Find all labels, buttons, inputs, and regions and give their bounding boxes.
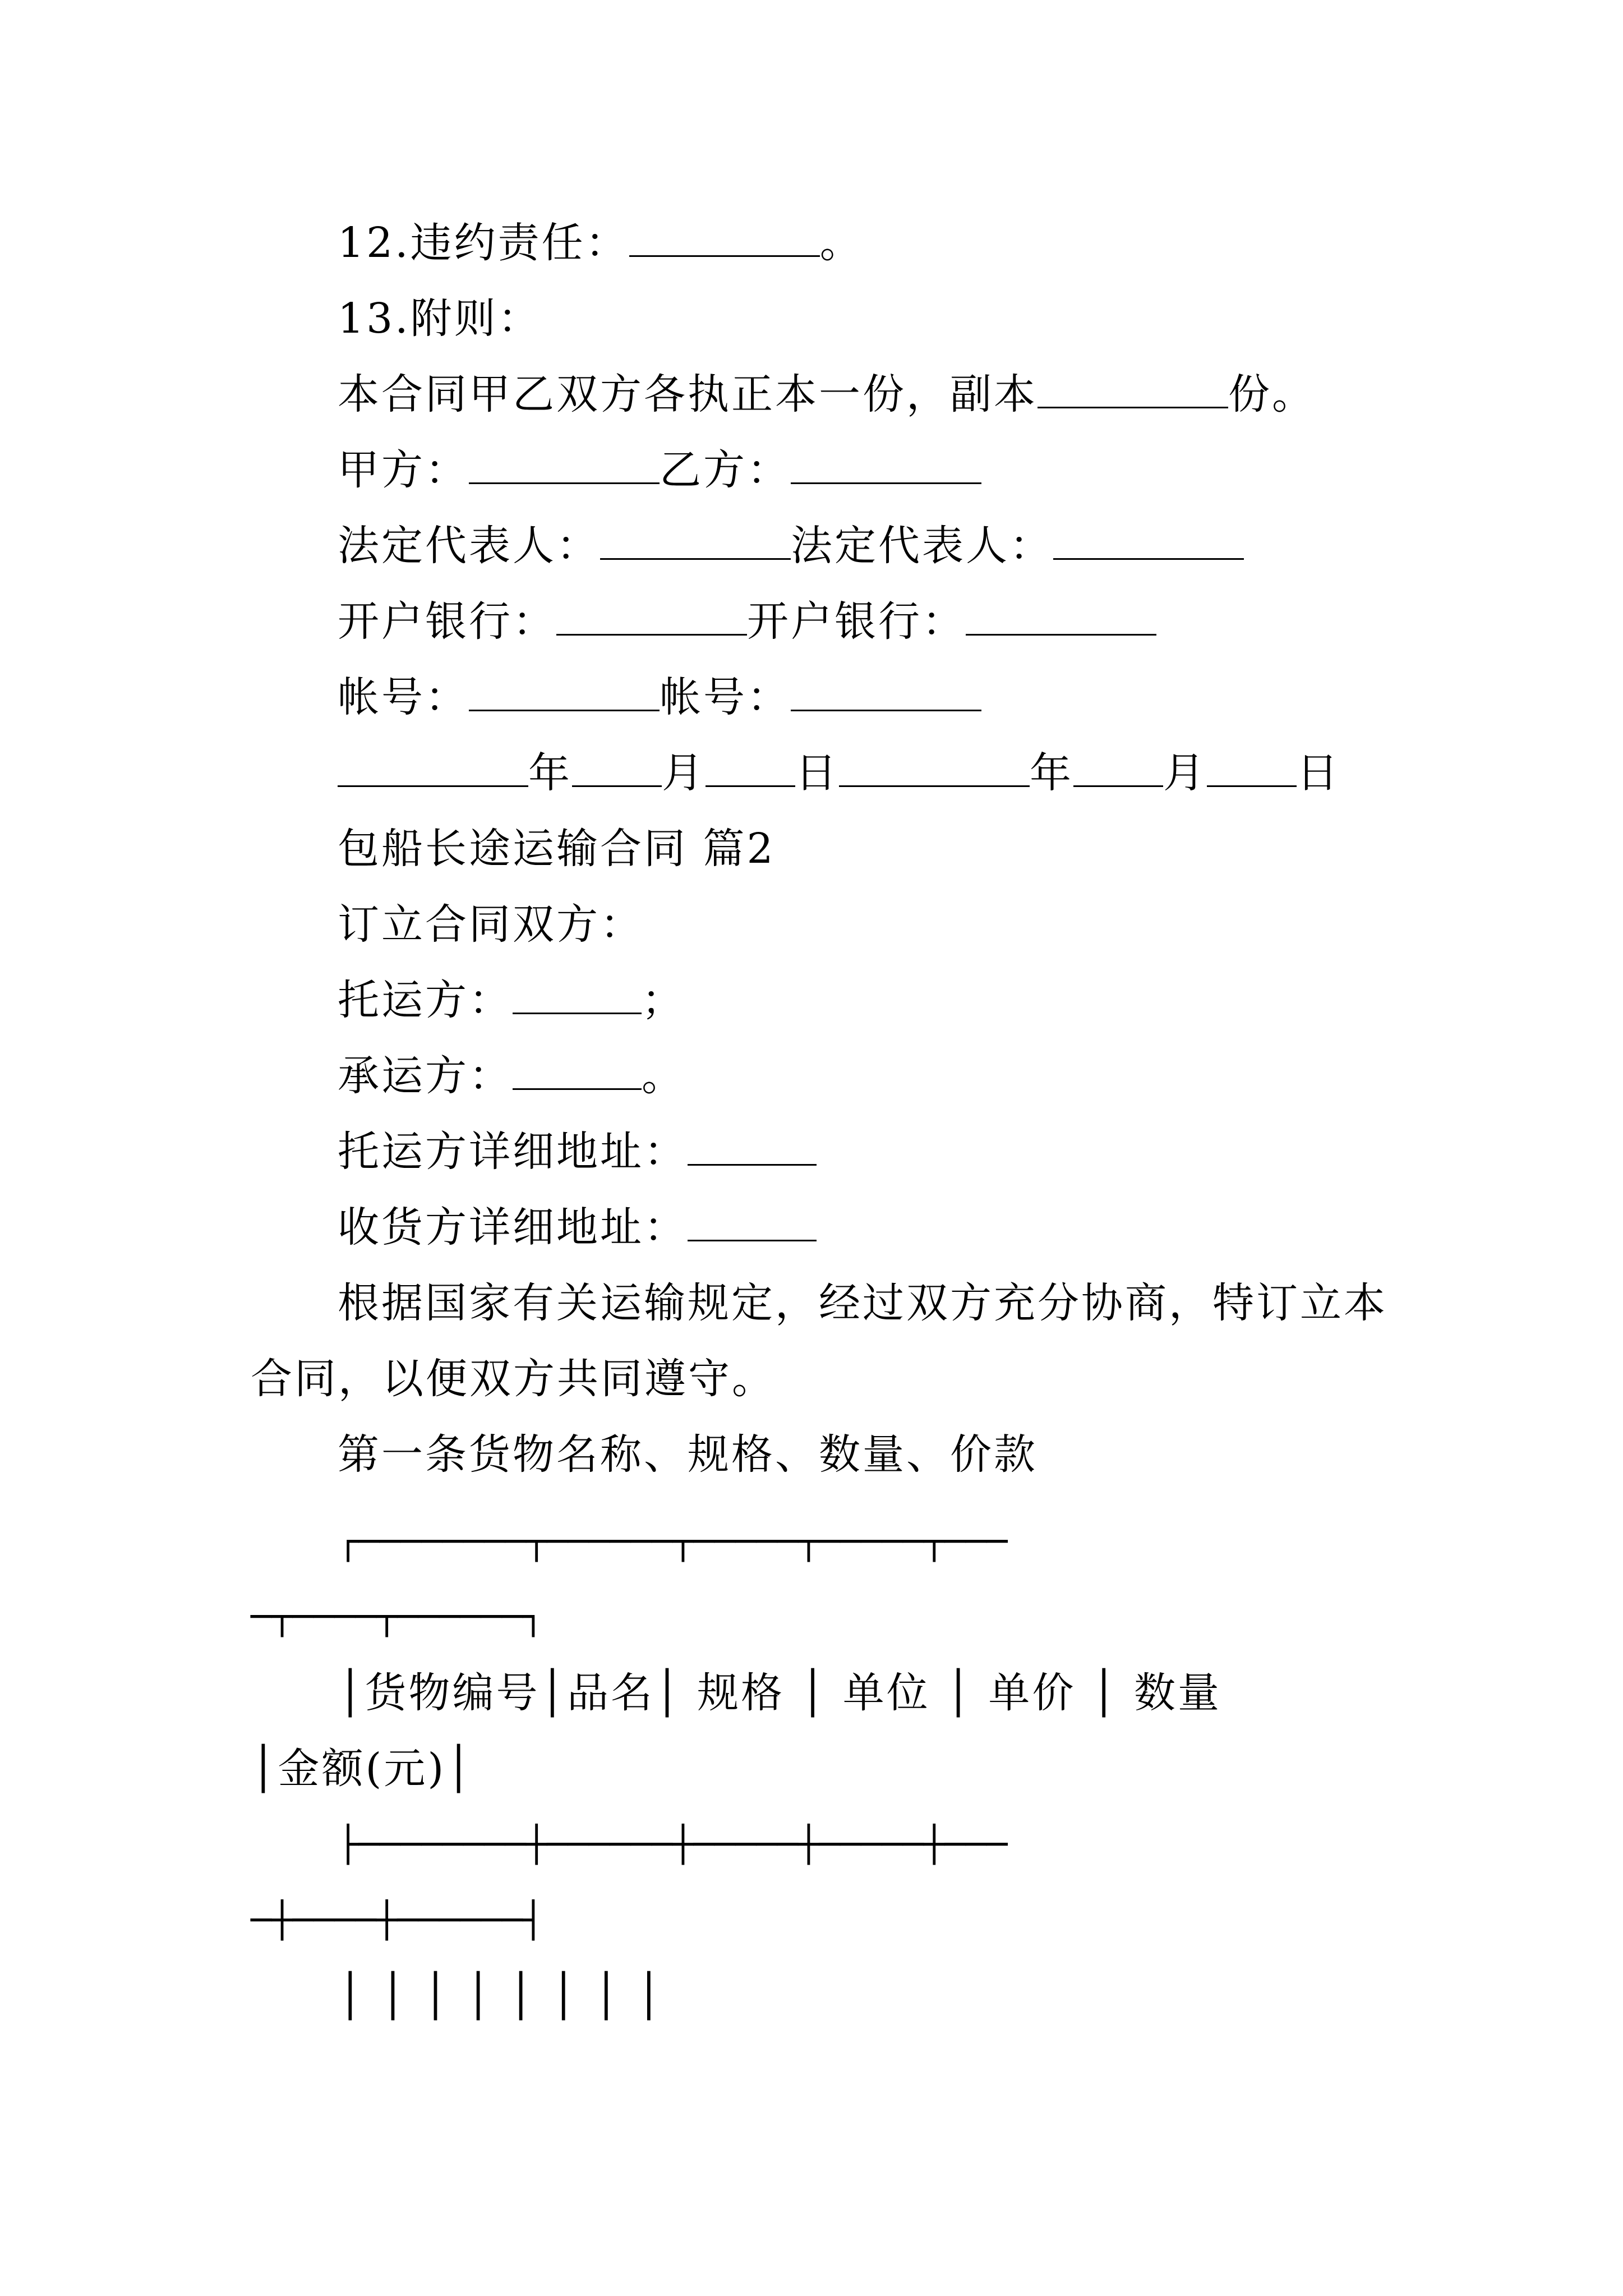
blank-field: [513, 973, 642, 1014]
bank-line: 开户银行： 开户银行：: [338, 593, 1156, 650]
party-a-label: 甲方：: [338, 446, 469, 494]
blank-field: [469, 670, 660, 711]
blank-field: [1207, 746, 1297, 787]
blank-field: [1053, 519, 1244, 560]
paragraph-line-2: 合同，以便双方共同遵守。: [251, 1355, 776, 1403]
account-line: 帐号： 帐号：: [338, 669, 981, 725]
clause-12-line: 12.违约责任： 。: [338, 215, 864, 271]
clause-12-label: 12.违约责任：: [338, 219, 629, 267]
table-header-row-wrap: │金额(元)│: [251, 1745, 473, 1793]
blank-field: [706, 746, 795, 787]
carrier-line: 承运方： 。: [338, 1048, 685, 1104]
blank-field: [791, 443, 981, 484]
clause-13-heading: 13.附则：: [338, 295, 542, 343]
shipper-address-line: 托运方详细地址：: [338, 1124, 817, 1180]
table-mid-border-wrap: ─┼────┼──────┤: [251, 1899, 544, 1940]
blank-field: [791, 670, 981, 711]
paragraph-line-1: 根据国家有关运输规定，经过双方充分协商，特订立本: [338, 1279, 1387, 1327]
table-row: │ │ │ │ │ │ │ │: [338, 1972, 664, 2020]
blank-field: [966, 595, 1156, 636]
parties-heading: 订立合同双方：: [338, 900, 644, 949]
blank-field: [572, 746, 662, 787]
consignee-address-line: 收货方详细地址：: [338, 1199, 817, 1255]
table-top-border: ┌────────┬──────┬─────┬─────┬───: [338, 1521, 1008, 1562]
table-mid-border: ├────────┼──────┼─────┼─────┼───: [338, 1824, 1008, 1865]
blank-field: [556, 595, 747, 636]
blank-field: [513, 1049, 642, 1090]
blank-field: [338, 746, 528, 787]
party-b-label: 乙方：: [660, 446, 791, 494]
section-title: 包船长途运输合同 篇2: [338, 825, 776, 873]
table-top-border-wrap: ─┬────┬──────┐: [251, 1596, 544, 1637]
party-line: [338, 442, 981, 498]
blank-field: [688, 1200, 817, 1241]
blank-field: [688, 1125, 817, 1166]
date-line: 年 月 日 年 月 日: [338, 745, 1340, 801]
article-1-heading: 第一条货物名称、规格、数量、价款: [338, 1430, 1038, 1479]
shipper-line: 托运方： ；: [338, 972, 685, 1028]
blank-field: [600, 519, 791, 560]
blank-field: [629, 216, 820, 257]
blank-field: [469, 443, 660, 484]
table-header-row: │货物编号│品名│ 规格 │ 单位 │ 单价 │ 数量: [338, 1669, 1221, 1717]
copies-line: 本合同甲乙双方各执正本一份，副本 份。: [338, 366, 1316, 422]
blank-field: [1073, 746, 1163, 787]
legal-rep-line: 法定代表人： 法定代表人：: [338, 518, 1244, 574]
blank-field: [1038, 367, 1228, 408]
blank-field: [839, 746, 1030, 787]
